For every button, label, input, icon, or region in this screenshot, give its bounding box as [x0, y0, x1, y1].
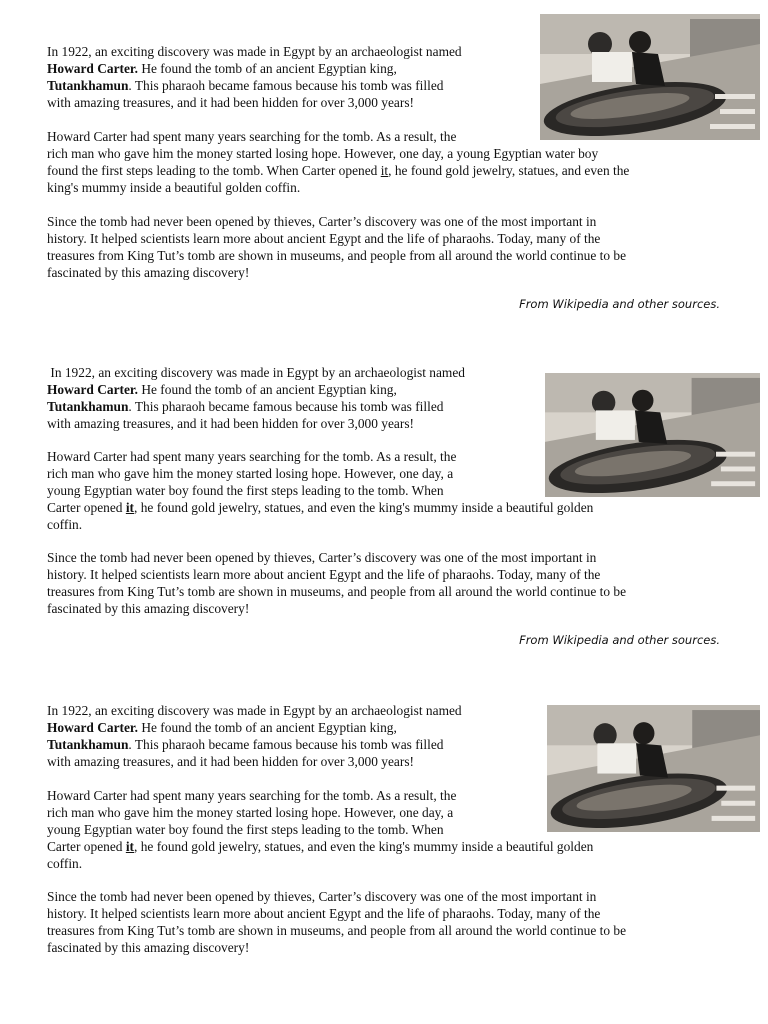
text-run: treasures from King Tut’s tomb are shown in museums, and people from all around the world continue to be [47, 248, 627, 263]
text-run: history. It helped scientists learn more about ancient Egypt and the life of pharaohs. Today, many of the [47, 231, 601, 246]
text-run: Since the tomb had never been opened by thieves, Carter’s discovery was one of the most important in [47, 214, 597, 229]
text-run: Howard Carter had spent many years searching for the tomb. As a result, the [47, 129, 457, 144]
text-run: He found the tomb of an ancient Egyptian king, [138, 61, 397, 76]
text-run: fascinated by this amazing discovery! [47, 601, 250, 616]
text-run: with amazing treasures, and it had been hidden for over 3,000 years! [47, 754, 415, 769]
paragraph-3 [47, 213, 626, 281]
text-run: . This pharaoh became famous because his tomb was filled [128, 78, 444, 93]
text-run: with amazing treasures, and it had been hidden for over 3,000 years! [47, 416, 415, 431]
bold-name: Tutankhamun [47, 737, 129, 752]
bold-name: Tutankhamun [47, 399, 129, 414]
paragraph-3 [47, 549, 626, 617]
bold-name: Howard Carter. [47, 382, 138, 397]
paragraph-2 [47, 448, 593, 533]
paragraph-2 [47, 128, 629, 196]
underlined-word: it [125, 500, 135, 515]
text-run: In 1922, an exciting discovery was made in Egypt by an archaeologist named [47, 44, 462, 59]
text-run: treasures from King Tut’s tomb are shown in museums, and people from all around the world continue to be [47, 923, 627, 938]
bold-name: Howard Carter. [47, 61, 138, 76]
underlined-word: it [380, 163, 389, 178]
text-run: , he found gold jewelry, statues, and even the king's mummy inside a beautiful golden [134, 500, 594, 515]
paragraph-1 [47, 43, 462, 111]
text-run: He found the tomb of an ancient Egyptian king, [138, 720, 397, 735]
text-run: history. It helped scientists learn more about ancient Egypt and the life of pharaohs. Today, many of the [47, 906, 601, 921]
photo-image [540, 14, 760, 140]
bold-name: Tutankhamun [47, 78, 129, 93]
text-run: Carter opened [47, 500, 126, 515]
text-run: fascinated by this amazing discovery! [47, 265, 250, 280]
text-run: Since the tomb had never been opened by thieves, Carter’s discovery was one of the most important in [47, 550, 597, 565]
text-run: coffin. [47, 856, 83, 871]
text-run: king's mummy inside a beautiful golden coffin. [47, 180, 301, 195]
text-run: Since the tomb had never been opened by thieves, Carter’s discovery was one of the most important in [47, 889, 597, 904]
text-run: with amazing treasures, and it had been hidden for over 3,000 years! [47, 95, 415, 110]
carter-photo-1 [540, 14, 760, 140]
text-run: He found the tomb of an ancient Egyptian king, [138, 382, 397, 397]
paragraph-1 [47, 702, 462, 770]
text-run: rich man who gave him the money started losing hope. However, one day, a [47, 805, 454, 820]
text-run: Howard Carter had spent many years searching for the tomb. As a result, the [47, 788, 457, 803]
source-credit: From Wikipedia and other sources. [519, 297, 720, 311]
text-run: rich man who gave him the money started losing hope. However, one day, a [47, 466, 454, 481]
text-run: fascinated by this amazing discovery! [47, 940, 250, 955]
paragraph-3 [47, 888, 626, 956]
text-run: , he found gold jewelry, statues, and even the [388, 163, 630, 178]
text-run: young Egyptian water boy found the first steps leading to the tomb. When [47, 483, 444, 498]
text-run: In 1922, an exciting discovery was made in Egypt by an archaeologist named [47, 703, 462, 718]
text-run: , he found gold jewelry, statues, and even the king's mummy inside a beautiful golden [134, 839, 594, 854]
text-run: . This pharaoh became famous because his tomb was filled [128, 737, 444, 752]
text-run: coffin. [47, 517, 83, 532]
bold-name: Howard Carter. [47, 720, 138, 735]
text-run: found the first steps leading to the tomb. When Carter opened [47, 163, 381, 178]
underlined-word: it [125, 839, 135, 854]
text-run: In 1922, an exciting discovery was made in Egypt by an archaeologist named [47, 365, 465, 380]
text-run: Carter opened [47, 839, 126, 854]
text-run: treasures from King Tut’s tomb are shown in museums, and people from all around the world continue to be [47, 584, 627, 599]
text-run: Howard Carter had spent many years searching for the tomb. As a result, the [47, 449, 457, 464]
paragraph-2 [47, 787, 593, 872]
text-run: . This pharaoh became famous because his tomb was filled [128, 399, 444, 414]
paragraph-1 [47, 364, 465, 432]
text-run: history. It helped scientists learn more about ancient Egypt and the life of pharaohs. Today, many of the [47, 567, 601, 582]
text-run: young Egyptian water boy found the first steps leading to the tomb. When [47, 822, 444, 837]
source-credit: From Wikipedia and other sources. [519, 633, 720, 647]
text-run: rich man who gave him the money started losing hope. However, one day, a young Egyptian water boy [47, 146, 599, 161]
